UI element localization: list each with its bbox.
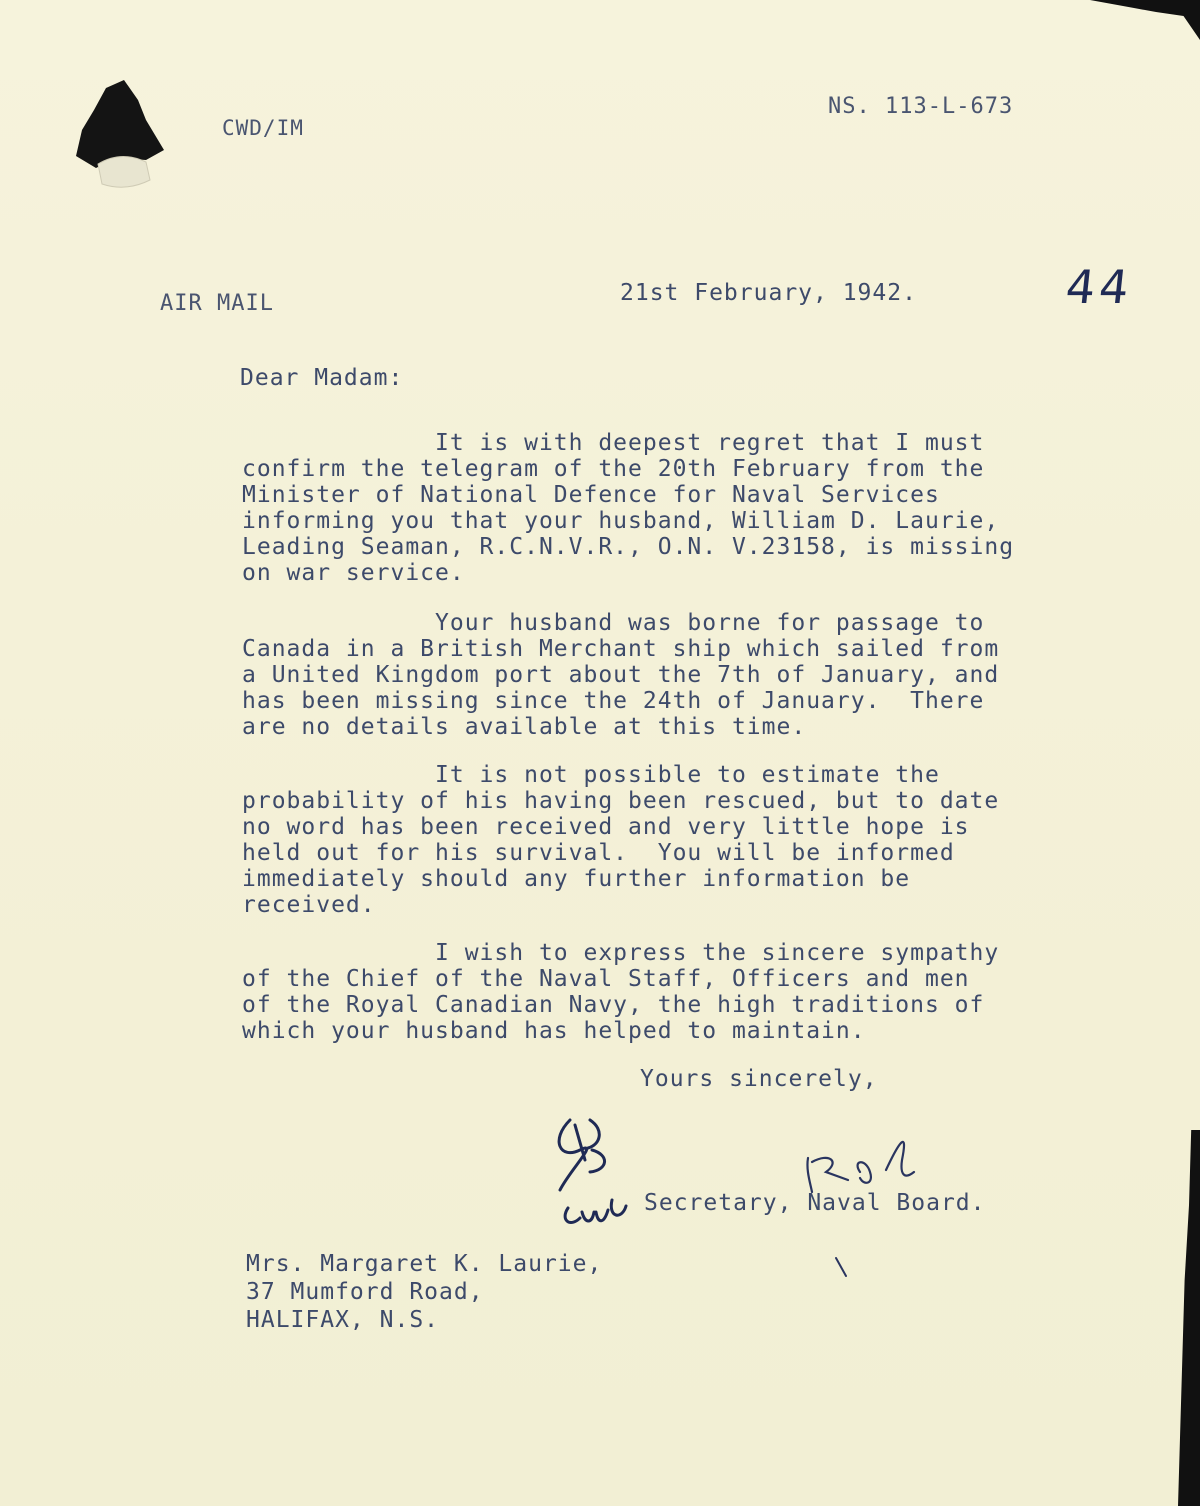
punched-hole	[76, 80, 168, 190]
body-line: immediately should any further information be	[242, 866, 911, 892]
body-line: of the Royal Canadian Navy, the high traditions of	[242, 992, 985, 1018]
letter-date: 21st February, 1942.	[620, 280, 917, 306]
body-line: Leading Seaman, R.C.N.V.R., O.N. V.23158, is missing	[242, 534, 1015, 560]
body-line: Canada in a British Merchant ship which sailed from	[242, 636, 1000, 662]
closing: Yours sincerely,	[640, 1066, 878, 1092]
body-line: no word has been received and very little hope is	[242, 814, 970, 840]
body-line: Your husband was borne for passage to	[242, 610, 985, 636]
body-line: held out for his survival. You will be informed	[242, 840, 955, 866]
body-line: informing you that your husband, William D. Laurie,	[242, 508, 1000, 534]
body-paragraph	[242, 940, 1042, 1044]
body-line: It is with deepest regret that I must	[242, 430, 985, 456]
handwritten-page-number: 44	[1063, 260, 1136, 314]
air-mail-label: AIR MAIL	[160, 291, 274, 316]
body-line: It is not possible to estimate the	[242, 762, 940, 788]
body-paragraph	[242, 610, 1042, 740]
body-line: of the Chief of the Naval Staff, Officers and men	[242, 966, 970, 992]
body-line: received.	[242, 892, 376, 918]
salutation: Dear Madam:	[240, 365, 404, 391]
body-line: on war service.	[242, 560, 465, 586]
body-line: probability of his having been rescued, but to date	[242, 788, 1000, 814]
body-line: has been missing since the 24th of January. There	[242, 688, 985, 714]
reference-initials: CWD/IM	[222, 116, 304, 140]
body-line: confirm the telegram of the 20th February from the	[242, 456, 985, 482]
body-line: a United Kingdom port about the 7th of January, and	[242, 662, 1000, 688]
body-line: I wish to express the sincere sympathy	[242, 940, 1000, 966]
address-line: Mrs. Margaret K. Laurie,	[246, 1251, 603, 1277]
address-line: 37 Mumford Road,	[246, 1279, 484, 1305]
torn-edge	[1178, 1130, 1200, 1506]
body-line: which your husband has helped to maintain.	[242, 1018, 866, 1044]
body-line: are no details available at this time.	[242, 714, 807, 740]
torn-corner	[1090, 0, 1200, 40]
body-paragraph	[242, 430, 1042, 586]
body-paragraph	[242, 762, 1042, 918]
recipient-address	[246, 1250, 602, 1334]
address-line: HALIFAX, N.S.	[246, 1307, 440, 1333]
body-line: Minister of National Defence for Naval Services	[242, 482, 940, 508]
signature-title: Secretary, Naval Board.	[644, 1190, 986, 1216]
file-reference-number: NS. 113-L-673	[828, 94, 1014, 119]
